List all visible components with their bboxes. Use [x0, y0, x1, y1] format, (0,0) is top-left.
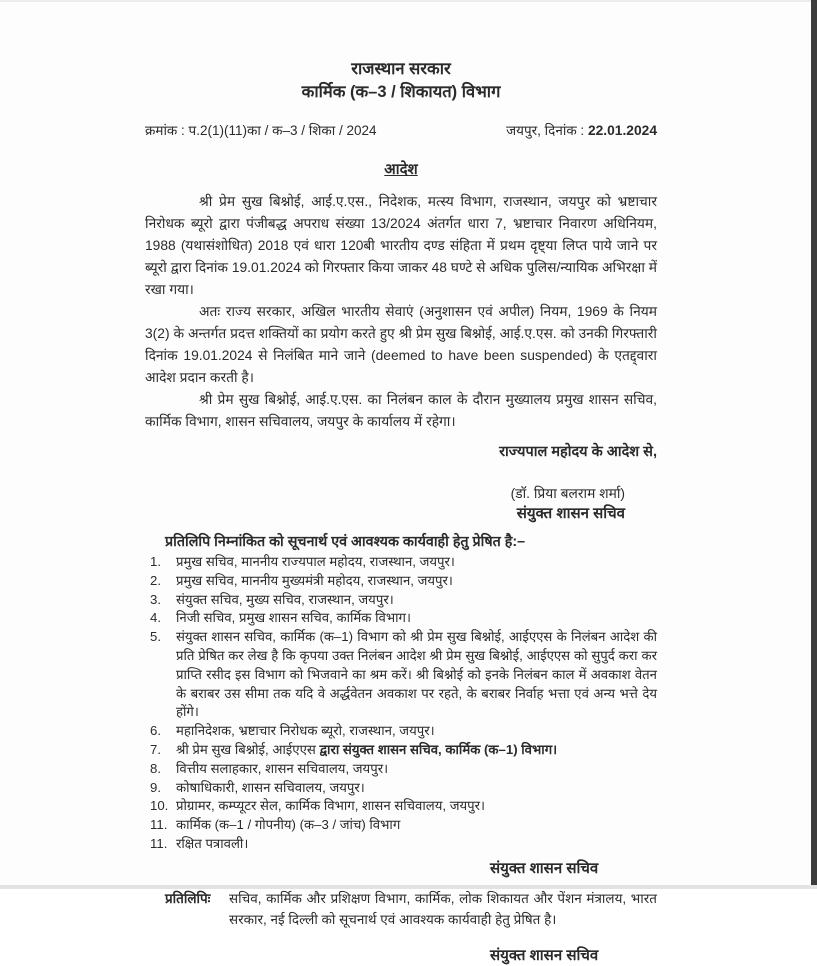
scan-edge-right [811, 0, 817, 889]
copy-distribution-heading: प्रतिलिपि निम्नांकित को सूचनार्थ एवं आवश्यक कार्यवाही हेतु प्रेषित है:– [165, 534, 526, 550]
signatory-designation: संयुक्त शासन सचिव [516, 505, 625, 522]
copy-item: 8. वित्तीय सलाहकार, शासन सचिवालय, जयपुर। [150, 760, 389, 776]
order-date: 22.01.2024 [587, 123, 657, 138]
copy-item: 1. प्रमुख सचिव, माननीय राज्यपाल महोदय, राजस्थान, जयपुर। [150, 554, 455, 569]
document-content [145, 58, 657, 966]
bottom-signature-designation: संयुक्त शासन सचिव [490, 946, 599, 964]
copy-item: 5. संयुक्त शासन सचिव, कार्मिक (क–1) विभाग को श्री प्रेम सुख बिश्नोई, आईएएस के निलंबन आदेश की प्रति प्रेषित कर लेख है कि कृपया उक्त निलंबन आदेश श्री प्रेम सुख बिश्नोई, आईएएस को सुपुर्द करा कर प्राप्ति रसीद इस विभाग को भिजवाने का श्रम करें। श्री बिश्नोई को इनके निलंबन काल में अवकाश वेतन के बराबर उस सीमा तक यदि वे अर्द्धवेतन अवकाश पर रहते, के बराबर निर्वाह भत्ता एवं अन्य भत्ते देय होंगे। [150, 629, 657, 720]
signatory-name: (डॉ. प्रिया बलराम शर्मा) [510, 486, 625, 501]
copy-item: 9. कोषाधिकारी, शासन सचिवालय, जयपुर। [150, 779, 365, 795]
footer-copy-text: सचिव, कार्मिक और प्रशिक्षण विभाग, कार्मिक, लोक शिकायत और पेंशन मंत्रालय, भारत सरकार, नई दिल्ली को सूचनार्थ एवं आवश्यक कार्यवाही हेतु प्रेषित है। [229, 890, 657, 927]
place-date-label: जयपुर, दिनांक : [506, 123, 588, 138]
reference-row [145, 121, 657, 139]
copy-item: 3. संयुक्त सचिव, मुख्य सचिव, राजस्थान, जयपुर। [150, 591, 394, 607]
copy-item: 10. प्रोग्रामर, कम्प्यूटर सेल, कार्मिक विभाग, शासन सचिवालय, जयपुर। [150, 798, 486, 814]
paragraph-headquarters: श्री प्रेम सुख बिश्नोई, आई.ए.एस. का निलंबन काल के दौरान मुख्यालय प्रमुख शासन सचिव, कार्मिक विभाग, शासन सचिवालय, जयपुर के कार्यालय में रहेगा। [145, 392, 657, 429]
order-heading: आदेश [384, 161, 418, 178]
paragraph-suspension-order: अतः राज्य सरकार, अखिल भारतीय सेवाएं (अनुशासन एवं अपील) नियम, 1969 के नियम 3(2) के अन्तर्गत प्रदत्त शक्तियों का प्रयोग करते हुए श्री प्रेम सुख बिश्नोई, आई.ए.एस. को उनकी गिरफ्तारी दिनांक 19.01.2024 से निलंबित माने जाने (deemed to have been suspended) के एतद्द्वारा आदेश प्रदान करती है। [145, 304, 657, 385]
copy-item: 7. श्री प्रेम सुख बिश्नोई, आईएएस द्वारा संयुक्त शासन सचिव, कार्मिक (क–1) विभाग। [150, 741, 558, 757]
copy-item: 2. प्रमुख सचिव, माननीय मुख्यमंत्री महोदय, राजस्थान, जयपुर। [150, 572, 453, 588]
copy-item: 4. निजी सचिव, प्रमुख शासन सचिव, कार्मिक विभाग। [150, 610, 411, 626]
footer-copy-note [145, 888, 657, 930]
reference-number: क्रमांक : प.2(1)(11)का / क–3 / शिका / 2024 [145, 123, 377, 138]
scan-edge-top [0, 0, 817, 2]
by-order-line: राज्यपाल महोदय के आदेश से, [499, 444, 657, 460]
footer-copy-label: प्रतिलिपिः [165, 890, 211, 906]
signature-block [145, 485, 657, 523]
copy-item: 11. कार्मिक (क–1 / गोपनीय) (क–3 / जांच) विभाग [150, 817, 401, 833]
place-and-date [506, 121, 657, 139]
copy-item: 11. रक्षित पत्रावली। [150, 835, 249, 851]
paragraph-arrest-details: श्री प्रेम सुख बिश्नोई, आई.ए.एस., निदेशक, मत्स्य विभाग, राजस्थान, जयपुर को भ्रष्टाचार निरोधक ब्यूरो द्वारा पंजीबद्ध अपराध संख्या 13/2024 अंतर्गत धारा 7, भ्रष्टाचार निवारण अधिनियम, 1988 (यथासंशोधित) 2018 एवं धारा 120बी भारतीय दण्ड संहिता में प्रथम दृष्ट्या लिप्त पाये जाने पर ब्यूरो द्वारा दिनांक 19.01.2024 को गिरफ्तार किया जाकर 48 घण्टे से अधिक पुलिस/न्यायिक अभिरक्षा में रखा गया। [145, 194, 657, 297]
government-name: राजस्थान सरकार [351, 60, 451, 78]
copy-item: 6. महानिदेशक, भ्रष्टाचार निरोधक ब्यूरो, राजस्थान, जयपुर। [150, 723, 435, 739]
mid-signature-designation: संयुक्त शासन सचिव [490, 859, 599, 877]
department-name: कार्मिक (क–3 / शिकायत) विभाग [301, 83, 501, 101]
copy-distribution-list [145, 553, 657, 854]
